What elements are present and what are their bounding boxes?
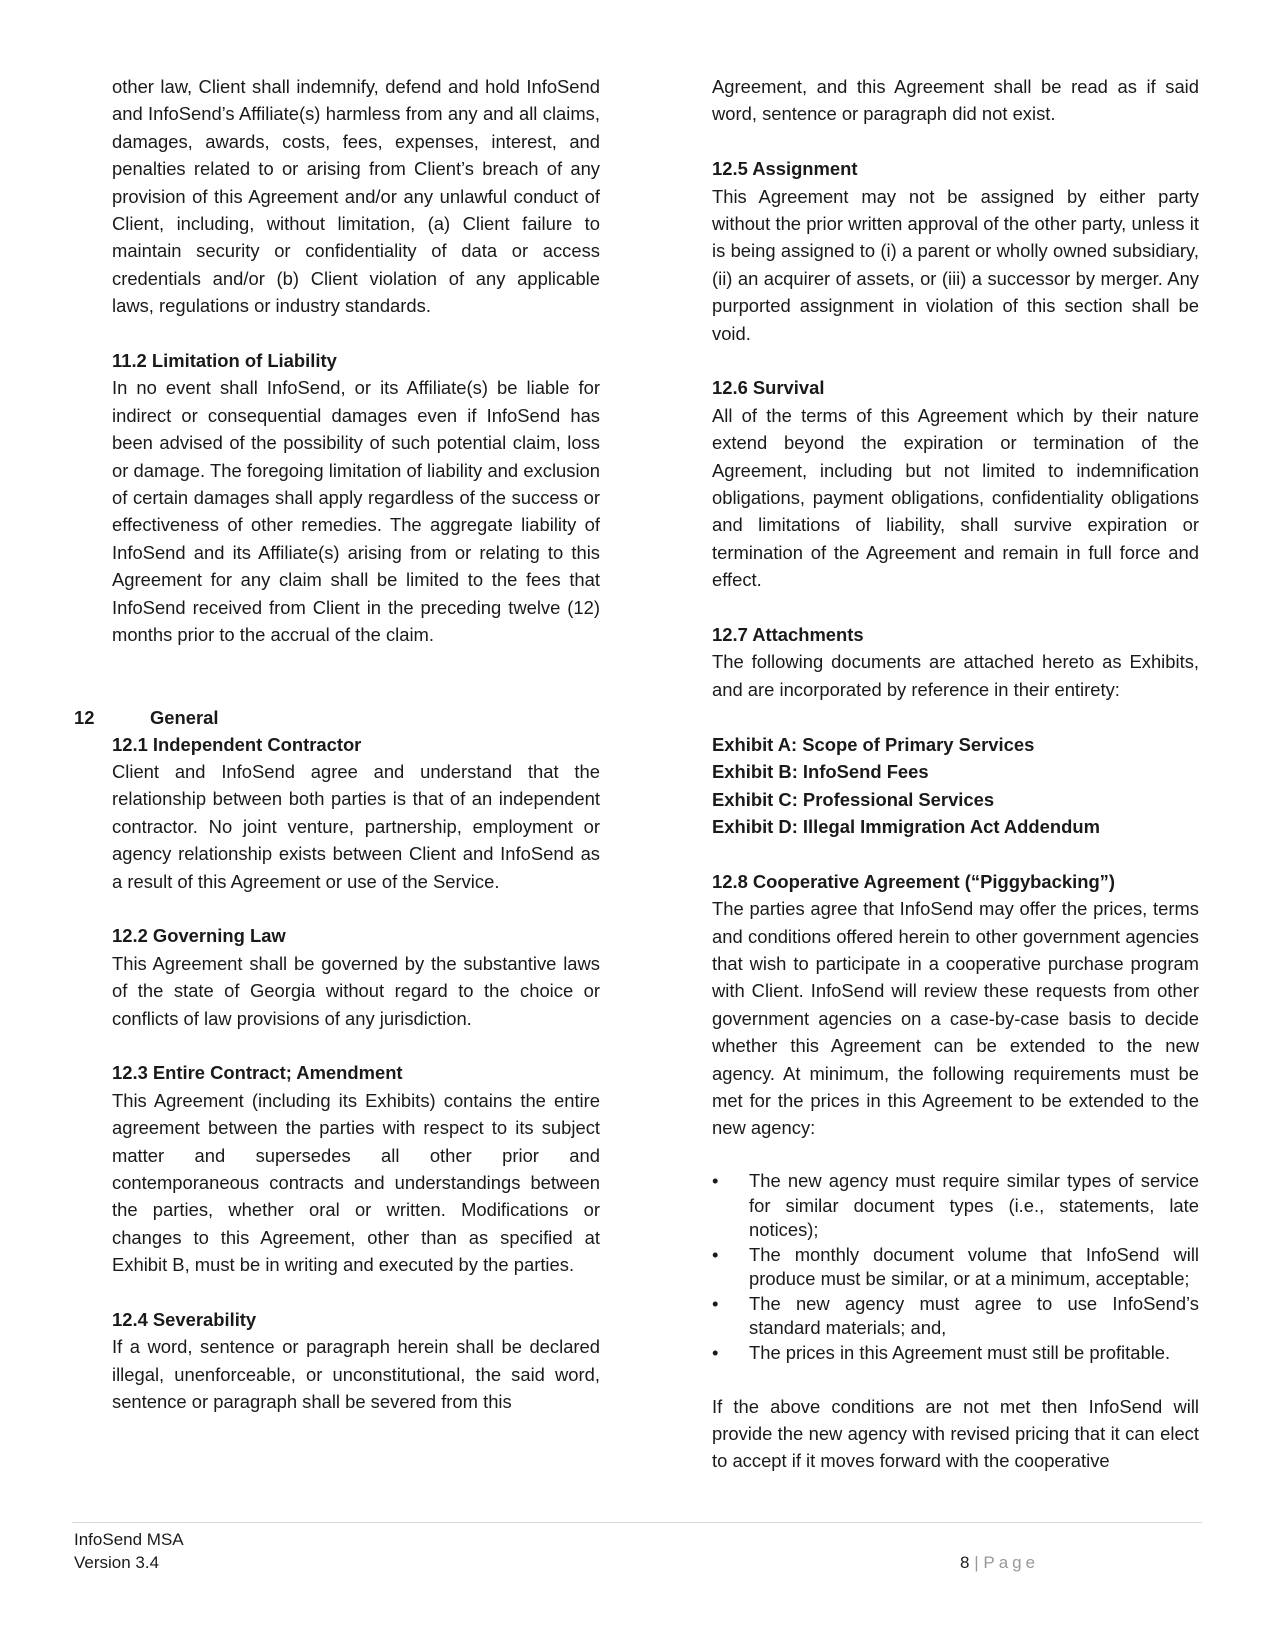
indemnity-continuation: other law, Client shall indemnify, defend and hold InfoSend and InfoSend’s Affiliate(s) harmless from any and all claims, damages, awards, costs, fees, expenses, interest, and penalties related to or arising from Client’s breach of any provision of this Agreement and/or any unlawful conduct of Client, including, without limitation, (a) Client failure to maintain security or confidentiality of data or access credentials and/or (b) Client violation of any applicable laws, regulations or industry standards. — [112, 76, 600, 317]
section-body: This Agreement shall be governed by the substantive laws of the state of Georgia without regard to the choice or conflicts of law provisions of any jurisdiction. — [112, 952, 600, 1029]
left-column — [112, 73, 600, 1416]
exhibit-list — [712, 731, 1199, 841]
section-body: In no event shall InfoSend, or its Affiliate(s) be liable for indirect or consequential damages even if InfoSend has been advised of the possibility of such potential claim, loss or damage. The foregoing limitation of liability and exclusion of certain damages shall apply regardless of the success or effectiveness of other remedies. The aggregate liability of InfoSend and its Affiliate(s) arising from or relating to this Agreement for any claim shall be limited to the fees that InfoSend received from Client in the preceding twelve (12) months prior to the accrual of the claim. — [112, 377, 600, 646]
section-heading: 12.4 Severability — [112, 1309, 257, 1330]
section-heading: 12.2 Governing Law — [112, 925, 286, 947]
closing-paragraph: If the above conditions are not met then InfoSend will provide the new agency with revised pricing that it can elect to accept if it moves forward with the cooperative — [712, 1395, 1199, 1472]
right-column — [712, 73, 1199, 1475]
list-item: • The new agency must agree to use InfoSend’s standard materials; and, — [712, 1292, 1199, 1339]
page-separator: | — [974, 1553, 979, 1572]
page-label: Page — [983, 1553, 1040, 1572]
section-12-2 — [112, 922, 600, 1032]
list-item: • The prices in this Agreement must still be profitable. — [712, 1341, 1199, 1366]
section-12-7 — [712, 621, 1199, 703]
section-12-5 — [712, 155, 1199, 347]
bullet-icon: • — [712, 1341, 719, 1363]
footer-version: Version 3.4 — [74, 1553, 160, 1572]
section-number: 12 — [74, 707, 95, 728]
footer-doc-name: InfoSend MSA — [74, 1530, 184, 1549]
section-heading: 12.7 Attachments — [712, 624, 864, 646]
section-body: The parties agree that InfoSend may offer the prices, terms and conditions offered herein to other government agencies that wish to participate in a cooperative purchase program with Client. InfoSend will review these requests from other government agencies on a case-by-case basis to decide whether this Agreement can be extended to the new agency. At minimum, the following requirements must be met for the prices in this Agreement to be extended to the new agency: — [712, 898, 1199, 1139]
section-11-2 — [112, 347, 600, 648]
section-body: All of the terms of this Agreement which by their nature extend beyond the expiration or termination of the Agreement, including but not limited to indemnification obligations, payment obligations, confidentiality obligations and limitations of liability, shall survive expiration or termination of the Agreement and remain in full force and effect. — [712, 404, 1199, 591]
exhibit-item: Exhibit B: InfoSend Fees — [712, 761, 929, 783]
list-item: • The new agency must require similar types of service for similar document types (i.e., statements, late notices); — [712, 1170, 1199, 1241]
exhibit-item: Exhibit D: Illegal Immigration Act Addendum — [712, 815, 1100, 837]
bullet-icon: • — [712, 1292, 719, 1314]
section-title: General — [150, 707, 219, 728]
section-heading: 12.3 Entire Contract; Amendment — [112, 1062, 403, 1084]
section-body: This Agreement (including its Exhibits) contains the entire agreement between the parties with respect to its subject matter and supersedes all other prior and contemporaneous contracts and understandings between the parties, whether oral or written. Modifications or changes to this Agreement, other than as specified at Exhibit B, must be in writing and executed by the parties. — [112, 1089, 600, 1276]
section-12-1 — [112, 731, 600, 895]
section-heading: 12.8 Cooperative Agreement (“Piggybacking”) — [712, 870, 1115, 892]
section-heading: 12.5 Assignment — [712, 158, 858, 180]
severability-continuation: Agreement, and this Agreement shall be read as if said word, sentence or paragraph did not exist. — [712, 76, 1199, 125]
section-12-3 — [112, 1059, 600, 1278]
page-number-value: 8 — [960, 1553, 970, 1572]
section-12-6 — [712, 374, 1199, 593]
page-number — [960, 1551, 1039, 1574]
section-body: If a word, sentence or paragraph herein shall be declared illegal, unenforceable, or unconstitutional, the said word, sentence or paragraph shall be severed from this — [112, 1336, 600, 1413]
section-body: Client and InfoSend agree and understand that the relationship between both parties is that of an independent contractor. No joint venture, partnership, employment or agency relationship exists between Client and InfoSend as a result of this Agreement or use of the Service. — [112, 760, 600, 892]
bullet-icon: • — [712, 1243, 719, 1265]
section-heading: 11.2 Limitation of Liability — [112, 350, 337, 372]
exhibit-item: Exhibit A: Scope of Primary Services — [712, 733, 1035, 755]
section-12-8 — [712, 868, 1199, 1142]
section-12-4 — [112, 1306, 600, 1416]
section-body: The following documents are attached hereto as Exhibits, and are incorporated by reference in their entirety: — [712, 651, 1199, 700]
section-heading: 12.1 Independent Contractor — [112, 733, 362, 755]
section-body: This Agreement may not be assigned by either party without the prior written approval of the other party, unless it is being assigned to (i) a parent or wholly owned subsidiary, (ii) an acquirer of assets, or (iii) a successor by merger. Any purported assignment in violation of this section shall be void. — [712, 185, 1199, 344]
exhibit-item: Exhibit C: Professional Services — [712, 788, 995, 810]
list-item: • The monthly document volume that InfoSend will produce must be similar, or at a minimum, acceptable; — [712, 1243, 1199, 1290]
section-12-heading — [74, 704, 219, 731]
footer-doc-info — [74, 1528, 184, 1574]
requirements-list — [712, 1169, 1199, 1365]
footer-divider — [72, 1522, 1202, 1523]
section-heading: 12.6 Survival — [712, 377, 825, 399]
bullet-icon: • — [712, 1170, 719, 1192]
